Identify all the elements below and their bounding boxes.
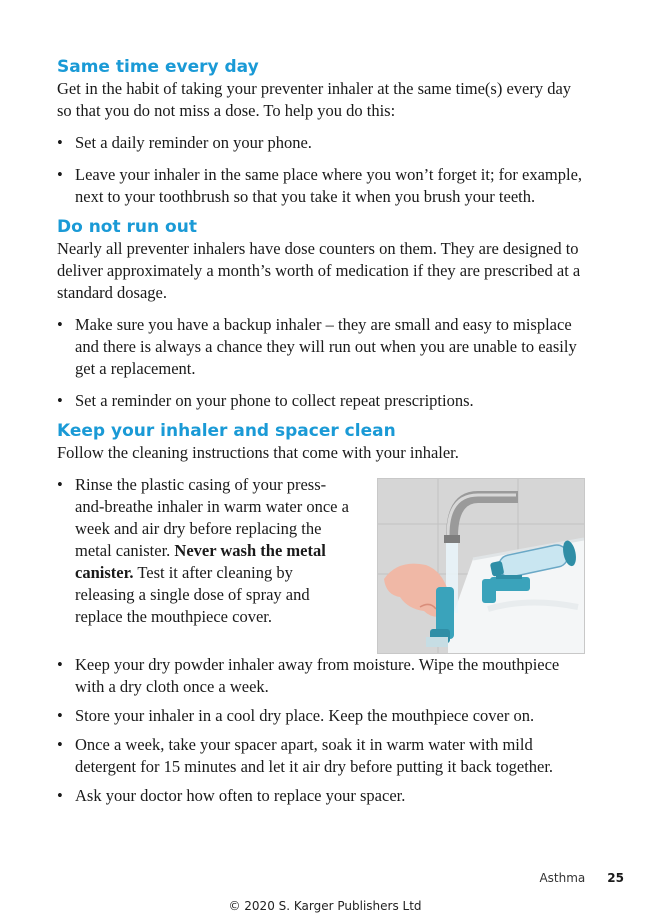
- bullets-rinse: [57, 474, 349, 654]
- page-content: [57, 56, 587, 807]
- rinse-warning: Never wash the metal canister.: [75, 541, 326, 582]
- bullets-keep-clean: [57, 654, 587, 807]
- running-title: Asthma: [539, 871, 586, 885]
- list-item: • Ask your doctor how often to replace your spacer.: [57, 785, 587, 807]
- intro-do-not-run-out: Nearly all preventer inhalers have dose counters on them. They are designed to deliver approximately a month’s worth of medication if they are prescribed at a standard dosage.: [57, 239, 581, 302]
- heading-same-time: Same time every day: [57, 57, 259, 77]
- rinse-block: [57, 474, 587, 654]
- page-footer: [539, 871, 624, 885]
- list-item: • Once a week, take your spacer apart, soak it in warm water with mild detergent for 15 minutes and let it air dry before putting it back together.: [57, 734, 587, 778]
- heading-do-not-run-out: Do not run out: [57, 217, 197, 237]
- list-item: • Set a daily reminder on your phone.: [57, 132, 587, 154]
- bullets-do-not-run-out: [57, 314, 587, 412]
- list-item: • Leave your inhaler in the same place where you won’t forget it; for example, next to your toothbrush so that you take it when you brush your teeth.: [57, 164, 587, 208]
- list-item: • Make sure you have a backup inhaler – they are small and easy to misplace and there is always a chance they will run out when you are unable to easily get a replacement.: [57, 314, 587, 380]
- bullets-same-time: [57, 132, 587, 208]
- rinse-text-before: Rinse the plastic casing of your press-and-breathe inhaler in warm water once a week and air dry before replacing the metal canister.: [75, 475, 349, 560]
- list-item: • Set a reminder on your phone to collect repeat prescriptions.: [57, 390, 587, 412]
- inhaler-washing-illustration: [377, 478, 585, 654]
- heading-keep-clean: Keep your inhaler and spacer clean: [57, 421, 396, 441]
- inhaler-washing-svg: [378, 479, 584, 653]
- copyright-notice: © 2020 S. Karger Publishers Ltd: [228, 899, 422, 913]
- intro-keep-clean: Follow the cleaning instructions that come with your inhaler.: [57, 443, 459, 462]
- intro-same-time: Get in the habit of taking your preventer inhaler at the same time(s) every day so that you do not miss a dose. To help you do this:: [57, 79, 572, 120]
- page-number: 25: [607, 871, 624, 885]
- list-item-rinse: [57, 474, 349, 628]
- list-item: • Keep your dry powder inhaler away from moisture. Wipe the mouthpiece with a dry cloth once a week.: [57, 654, 587, 698]
- list-item: • Store your inhaler in a cool dry place. Keep the mouthpiece cover on.: [57, 705, 587, 727]
- rinse-text-after: Test it after cleaning by releasing a single dose of spray and replace the mouthpiece cover.: [75, 563, 310, 626]
